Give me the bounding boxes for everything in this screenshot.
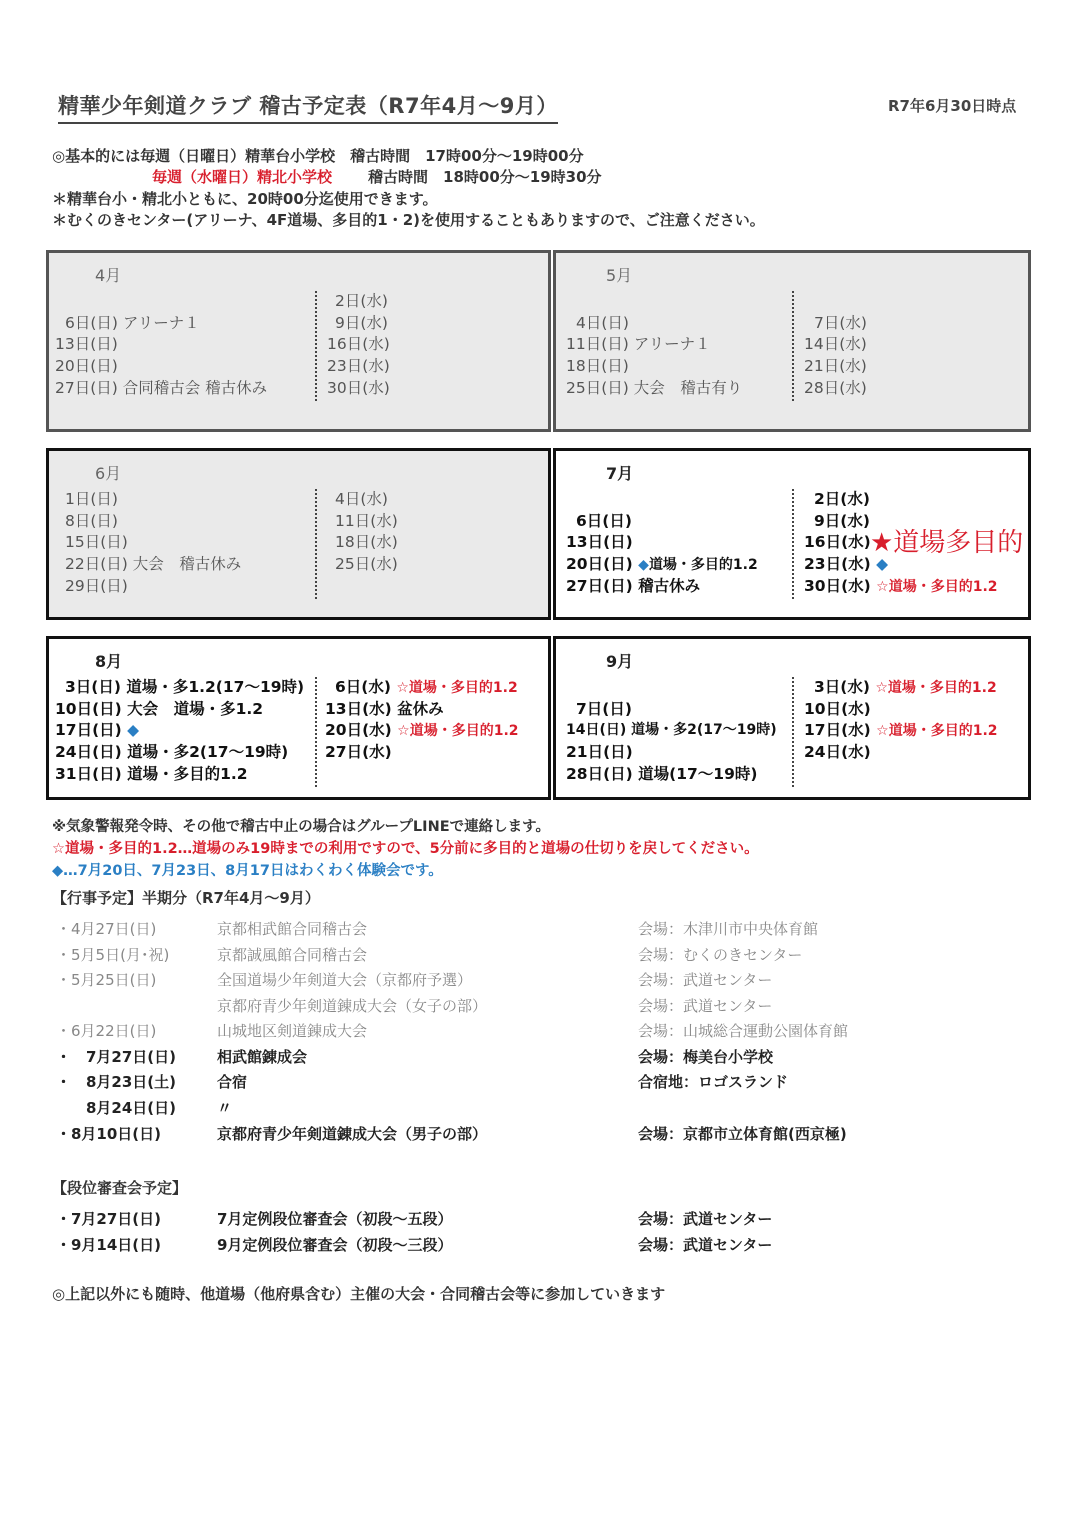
schedule-line: 21日(水) xyxy=(804,357,867,376)
exam-date: ・9月14日(日) xyxy=(56,1235,162,1254)
schedule-line: 23日(水) xyxy=(327,357,390,376)
schedule-line: 25日(水) xyxy=(335,555,398,574)
event-tag: ☆道場・多目的1.2 xyxy=(876,723,998,740)
schedule-line: 18日(水) xyxy=(335,533,398,552)
month-label: 5月 xyxy=(606,266,633,285)
month-box-june xyxy=(46,448,551,620)
event-date: 8月24日(日) xyxy=(56,1098,177,1117)
schedule-line: 27日(水) xyxy=(325,743,392,762)
schedule-line xyxy=(55,720,304,742)
exam-venue: 会場：武道センター xyxy=(638,1235,773,1254)
event-tag: ☆道場・多目的1.2 xyxy=(397,723,519,740)
exam-venue: 会場：武道センター xyxy=(638,1210,773,1228)
event-name: 合宿 xyxy=(217,1073,248,1091)
schedule-line xyxy=(566,291,742,313)
schedule-line xyxy=(566,554,758,576)
schedule-line xyxy=(325,720,519,742)
month-label: 8月 xyxy=(95,652,123,671)
event-venue: 会場：山城総合運動公園体育館 xyxy=(638,1022,849,1040)
schedule-line: 13日(日) xyxy=(566,533,633,552)
month-box-april xyxy=(46,250,551,432)
intro-line-3: ＊精華台小・精北小ともに、20時00分迄使用できます。 xyxy=(52,190,438,208)
event-name: 京都府青少年剣道錬成大会（男子の部） xyxy=(217,1125,488,1143)
schedule-line: 11日(水) xyxy=(335,511,398,530)
schedule-line: 16日(水) xyxy=(327,335,390,354)
schedule-line: 6日(日) アリーナ１ xyxy=(65,313,200,332)
month-label: 6月 xyxy=(95,464,122,483)
event-venue: 会場：武道センター xyxy=(638,971,773,989)
schedule-line xyxy=(804,720,998,742)
date-text: 3日(水) xyxy=(814,678,870,696)
sunday-column xyxy=(65,489,241,597)
footer-note: ◎上記以外にも随時、他道場（他府県含む）主催の大会・合同稽古会等に参加していきます xyxy=(52,1285,666,1303)
schedule-line xyxy=(325,764,519,786)
event-name: 山城地区剣道錬成大会 xyxy=(217,1022,368,1040)
schedule-line: 8日(日) xyxy=(65,511,118,530)
intro-line-2 xyxy=(52,166,602,187)
schedule-line: 22日(日) 大会 稽古休み xyxy=(65,555,242,574)
schedule-line xyxy=(335,576,398,598)
intro-line-1: ◎基本的には毎週（日曜日）精華台小学校 稽古時間 17時00分～19時00分 xyxy=(52,147,584,165)
note-weather: ※気象警報発令時、その他で稽古中止の場合はグループLINEで連絡します。 xyxy=(52,819,550,835)
schedule-line: 21日(日) xyxy=(566,743,633,762)
wednesday-column xyxy=(325,677,519,785)
event-name: 全国道場少年剣道大会（京都府予選） xyxy=(217,971,473,989)
schedule-line: 18日(日) xyxy=(566,357,629,376)
schedule-line: 2日(水) xyxy=(814,490,870,508)
month-box-august xyxy=(46,636,551,800)
date-text: 17日(日) xyxy=(55,721,122,740)
schedule-line xyxy=(804,764,998,786)
month-box-september xyxy=(553,636,1031,800)
wednesday-column xyxy=(327,291,390,399)
event-date: ・5月5日(月･祝) xyxy=(56,945,170,964)
sunday-column xyxy=(566,489,758,597)
schedule-line: 16日(水) xyxy=(804,533,871,552)
schedule-line: 14日(日) 道場・多2(17～19時) xyxy=(566,722,777,739)
event-date: ・4月27日(日) xyxy=(56,920,157,938)
event-date: ・5月25日(日) xyxy=(56,971,157,989)
date-text: 6日(水) xyxy=(335,678,391,696)
exam-name: 9月定例段位審査会（初段～三段） xyxy=(217,1235,453,1254)
schedule-line xyxy=(804,576,998,598)
schedule-line: 27日(日) 稽古休み xyxy=(566,576,701,595)
date-text: 20日(日) xyxy=(566,555,633,574)
page-title: 精華少年剣道クラブ 稽古予定表（R7年4月～9月） xyxy=(58,90,558,124)
month-label: 9月 xyxy=(606,652,634,671)
column-divider xyxy=(792,489,794,599)
month-label: 4月 xyxy=(95,266,122,285)
handwritten-note: ★道場多目的 xyxy=(870,528,1024,558)
date-text: 17日(水) xyxy=(804,721,871,740)
date-text: 30日(水) xyxy=(804,576,871,595)
schedule-line: 9日(水) xyxy=(814,511,870,530)
schedule-line: 13日(日) xyxy=(55,335,118,354)
event-venue: 会場：梅美台小学校 xyxy=(638,1047,774,1066)
as-of-date: R7年6月30日時点 xyxy=(888,97,1017,115)
schedule-line xyxy=(325,677,519,699)
schedule-line: 31日(日) 道場・多目的1.2 xyxy=(55,764,248,783)
schedule-line: 6日(日) xyxy=(576,511,632,530)
event-name: 〃 xyxy=(217,1098,233,1117)
column-divider xyxy=(315,291,317,401)
event-venue: 会場：京都市立体育館(西京極) xyxy=(638,1125,847,1143)
schedule-line: 1日(日) xyxy=(65,490,118,508)
event-tag: ◆道場・多目的1.2 xyxy=(638,557,758,574)
schedule-line: 2日(水) xyxy=(335,292,388,310)
exams-heading: 【段位審査会予定】 xyxy=(52,1179,188,1197)
event-name: 京都相武館合同稽古会 xyxy=(217,920,368,938)
schedule-line: 29日(日) xyxy=(65,576,128,595)
wednesday-column xyxy=(804,291,867,399)
sunday-column xyxy=(55,291,267,399)
event-venue: 合宿地：ロゴスランド xyxy=(638,1073,789,1091)
schedule-line: 15日(日) xyxy=(65,533,128,552)
schedule-line xyxy=(566,489,758,511)
event-name: 京都府青少年剣道錬成大会（女子の部） xyxy=(217,996,488,1015)
event-date: ・ 7月27日(日) xyxy=(56,1047,177,1066)
event-date: ・8月10日(日) xyxy=(56,1125,162,1143)
exam-date: ・7月27日(日) xyxy=(56,1210,162,1228)
event-venue: 会場：むくのきセンター xyxy=(638,945,803,964)
column-divider xyxy=(315,677,317,787)
event-venue: 会場：武道センター xyxy=(638,996,773,1015)
event-name: 相武館錬成会 xyxy=(217,1047,308,1066)
date-text: 23日(水) xyxy=(804,555,871,574)
column-divider xyxy=(792,677,794,787)
schedule-line: 14日(水) xyxy=(804,335,867,354)
schedule-line: 24日(水) xyxy=(804,743,871,762)
event-date: ・6月22日(日) xyxy=(56,1022,157,1040)
schedule-line: 4日(日) xyxy=(576,313,629,332)
schedule-line: 4日(水) xyxy=(335,490,388,508)
schedule-line: 13日(水) 盆休み xyxy=(325,699,444,718)
sunday-column xyxy=(566,291,742,399)
month-label: 7月 xyxy=(606,464,634,483)
schedule-line xyxy=(804,677,998,699)
intro-line-4: ＊むくのきセンター(アリーナ、4F道場、多目的1・2)を使用することもありますので、ご注意ください。 xyxy=(52,211,765,229)
event-name: 京都誠風館合同稽古会 xyxy=(217,945,368,964)
event-tag: ☆道場・多目的1.2 xyxy=(396,680,518,696)
column-divider xyxy=(315,489,317,599)
schedule-line: 10日(水) xyxy=(804,699,871,718)
schedule-line: 24日(日) 道場・多2(17～19時) xyxy=(55,743,289,762)
schedule-line xyxy=(566,677,777,699)
schedule-line: 27日(日) 合同稽古会 稽古休み xyxy=(55,378,268,397)
schedule-line xyxy=(55,291,267,313)
intro-line-2-red: 毎週（水曜日）精北小学校 xyxy=(152,168,333,186)
sunday-column xyxy=(55,677,304,785)
schedule-line: 7日(日) xyxy=(576,699,632,718)
schedule-line: 30日(水) xyxy=(327,378,390,397)
schedule-line xyxy=(804,291,867,313)
schedule-line: 3日(日) 道場・多1.2(17～19時) xyxy=(65,678,305,696)
note-diamond: ◆…7月20日、7月23日、8月17日はわくわく体験会です。 xyxy=(52,863,443,879)
event-venue: 会場：木津川市中央体育館 xyxy=(638,920,819,938)
schedule-line: 25日(日) 大会 稽古有り xyxy=(566,378,743,397)
diamond-icon: ◆ xyxy=(127,721,140,740)
event-tag: ☆道場・多目的1.2 xyxy=(876,578,998,595)
event-tag: ☆道場・多目的1.2 xyxy=(875,680,997,696)
month-box-may xyxy=(553,250,1031,432)
schedule-line: 20日(日) xyxy=(55,357,118,376)
schedule-line: 10日(日) 大会 道場・多1.2 xyxy=(55,699,264,718)
schedule-line: 11日(日) アリーナ１ xyxy=(566,335,711,354)
schedule-line: 7日(水) xyxy=(814,313,867,332)
exam-name: 7月定例段位審査会（初段～五段） xyxy=(217,1210,453,1228)
event-date: ・ 8月23日(土) xyxy=(56,1073,177,1091)
column-divider xyxy=(792,291,794,401)
note-star: ☆道場・多目的1.2…道場のみ19時までの利用ですので、5分前に多目的と道場の仕切りを戻してください。 xyxy=(52,841,759,857)
wednesday-column xyxy=(335,489,398,597)
date-text: 20日(水) xyxy=(325,721,392,740)
schedule-line: 28日(日) 道場(17～19時) xyxy=(566,764,758,783)
schedule-line: 9日(水) xyxy=(335,313,388,332)
wednesday-column xyxy=(804,677,998,785)
sunday-column xyxy=(566,677,777,785)
intro-line-2-rest: 稽古時間 18時00分～19時30分 xyxy=(368,168,602,186)
diamond-icon: ◆ xyxy=(876,555,889,574)
events-heading: 【行事予定】半期分（R7年4月～9月） xyxy=(52,889,320,907)
schedule-line: 28日(水) xyxy=(804,378,867,397)
